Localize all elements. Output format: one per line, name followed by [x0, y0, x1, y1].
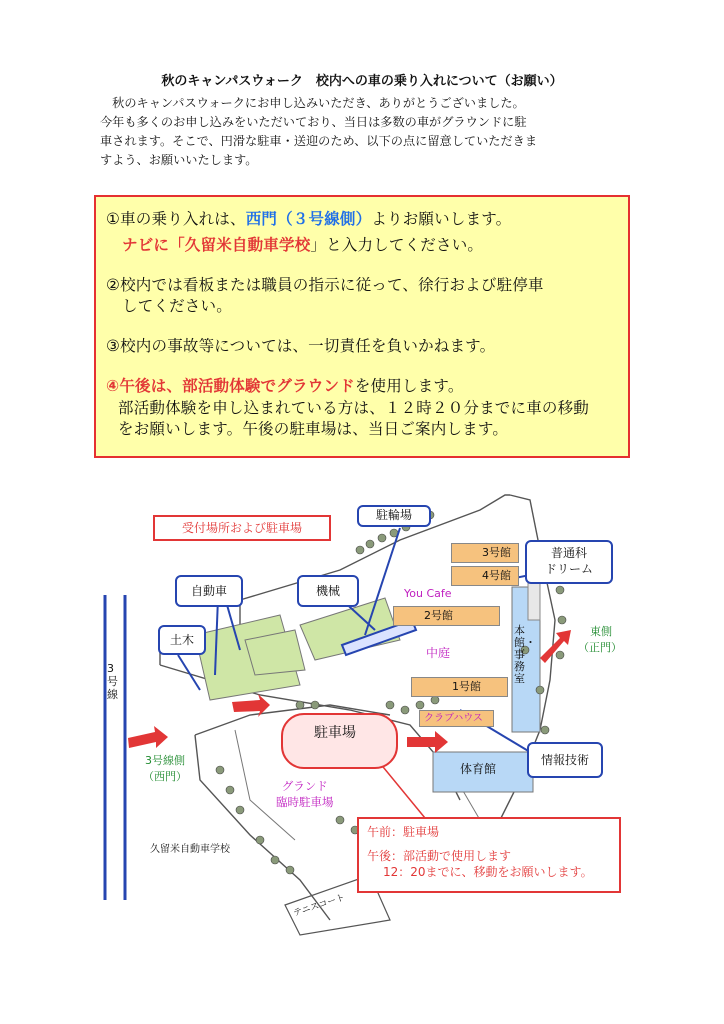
car-dept-label: 自動車	[175, 575, 243, 607]
futsu-text: 普通科	[550, 546, 587, 560]
futsu-dream-label	[525, 540, 613, 584]
east-gate-text: 東側	[590, 625, 612, 638]
jouhou-label: 情報技術	[527, 742, 603, 778]
you-cafe-label: You Cafe	[404, 587, 452, 600]
notice-number: ④	[106, 377, 120, 395]
notice-text: よりお願いします。	[371, 210, 512, 228]
notice-item-2b: してください。	[122, 297, 232, 315]
clubhouse: クラブハウス	[419, 710, 494, 727]
parking-schedule-box	[357, 817, 621, 893]
temporary-parking-text: 臨時駐車場	[276, 795, 334, 809]
building-3: 3号館	[451, 543, 519, 563]
intro-line: 秋のキャンパスウォークにお申し込みいただき、ありがとうございました。	[100, 96, 525, 110]
intro-line: 今年も多くのお申し込みをいただいており、当日は多数の車がグラウンドに駐	[100, 115, 527, 129]
west-gate-label	[143, 752, 187, 784]
move-request: 12：20までに、移動をお願いします。	[383, 865, 593, 879]
notice-text: を使用します。	[354, 377, 464, 395]
ground-text: グラウンド	[276, 377, 355, 395]
notice-item-3: ③校内の事故等については、一切責任を負いかねます。	[106, 337, 496, 355]
machine-dept-label: 機械	[297, 575, 359, 607]
ground-text: グランド	[281, 779, 328, 793]
ground-parking-label	[276, 778, 334, 810]
parking-label: 駐車場	[314, 725, 356, 741]
tennis-court-label: テニスコート	[292, 892, 347, 919]
notice-item-4b: 部活動体験を申し込まれている方は、１２時２０分までに車の移動	[118, 399, 590, 417]
civil-dept-label: 土木	[158, 625, 206, 655]
main-gate-text: （正門）	[578, 641, 622, 654]
intro-line: すよう、お願いいたします。	[100, 153, 258, 167]
notice-text: 」と入力してください。	[310, 236, 484, 254]
east-gate-label	[578, 623, 622, 655]
west-gate-text: 3号線側	[145, 754, 185, 767]
navi-text: ナビに「久留米自動車学校	[122, 236, 311, 254]
notice-text: ①車の乗り入れは、	[106, 210, 246, 228]
building-4: 4号館	[451, 566, 519, 586]
morning-parking: 午前：駐車場	[367, 825, 440, 839]
page-title: 秋のキャンパスウォーク 校内への車の乗り入れについて（お願い）	[161, 74, 563, 89]
building-2: 2号館	[393, 606, 500, 626]
bicycle-parking-label: 駐輪場	[357, 505, 431, 527]
building-1: 1号館	[411, 677, 508, 697]
reception-label: 受付場所および駐車場	[153, 515, 331, 541]
west-gate-highlight: 西門（３号線側）	[245, 210, 372, 228]
notice-item-4c: をお願いします。午後の駐車場は、当日ご案内します。	[118, 420, 509, 438]
intro-line: 車されます。そこで、円滑な駐車・送迎のため、以下の点に留意していただきま	[100, 134, 538, 148]
notice-item-2: ②校内では看板または職員の指示に従って、徐行および駐停車	[106, 276, 544, 294]
school-name: 久留米自動車学校	[150, 844, 230, 855]
notice-item-4	[106, 374, 464, 396]
afternoon-text: 午後は、部活動体験で	[119, 377, 277, 395]
intro-text	[100, 94, 628, 170]
notice-item-1b	[122, 233, 483, 255]
afternoon-usage: 午後：部活動で使用します	[367, 849, 512, 863]
notice-item-1	[106, 207, 511, 229]
route3-label: 3号線	[107, 662, 118, 701]
honkan-label: 本館・事務室	[514, 624, 536, 685]
west-gate-sub: （西門）	[143, 770, 187, 783]
gym-label: 体育館	[460, 762, 497, 776]
dream-text: ドリーム	[544, 562, 593, 576]
notice-box	[94, 195, 630, 458]
courtyard-label: 中庭	[426, 646, 451, 660]
